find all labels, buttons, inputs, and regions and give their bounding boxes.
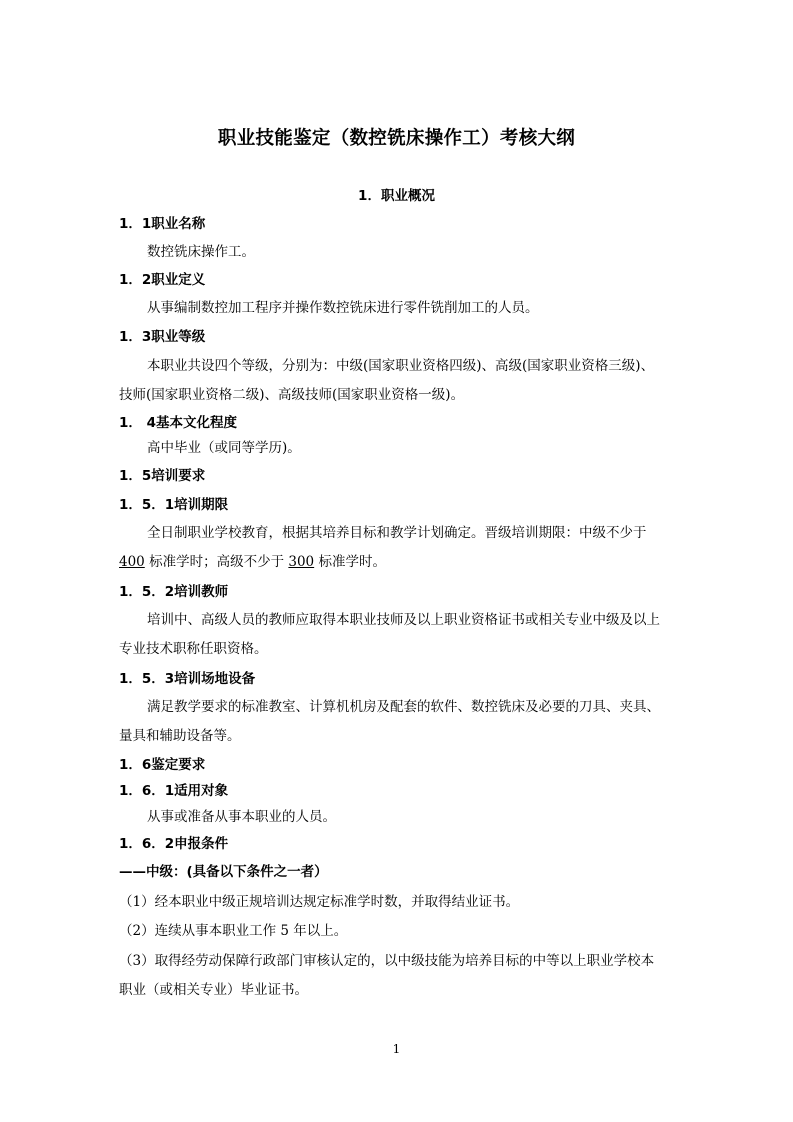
subheading: 1． 4基本文化程度 [119,415,237,431]
list-item: （3）取得经劳动保障行政部门审核认定的，以中级技能为培养目标的中等以上职业学校本 [119,953,655,969]
underlined-hours: 400 [119,554,145,570]
document-title: 职业技能鉴定（数控铣床操作工）考核大纲 [217,128,576,149]
paragraph: 本职业共设四个等级，分别为：中级(国家职业资格四级)、高级(国家职业资格三级)、 [147,358,655,374]
subheading: 1．5培训要求 [119,468,206,484]
list-item: （2）连续从事本职业工作 5 年以上。 [119,923,348,939]
subheading: 1．6．1适用对象 [119,783,229,799]
list-item-continuation: 职业（或相关专业）毕业证书。 [119,982,308,998]
paragraph: 满足教学要求的标准教室、计算机机房及配套的软件、数控铣床及必要的刀具、夹具、 [147,699,660,715]
subheading: 1．5．1培训期限 [119,497,229,513]
subheading: 1．6鉴定要求 [119,757,206,773]
list-item: （1）经本职业中级正规培训达规定标准学时数，并取得结业证书。 [119,894,520,910]
paragraph: 培训中、高级人员的教师应取得本职业技师及以上职业资格证书或相关专业中级及以上 [147,612,660,628]
paragraph-continuation: 专业技术职称任职资格。 [119,641,268,657]
subheading: 1．3职业等级 [119,329,206,345]
subheading: 1．2职业定义 [119,272,206,288]
paragraph-continuation: 技师(国家职业资格二级)、高级技师(国家职业资格一级)。 [119,387,465,403]
text-fragment: 标准学时；高级不少于 [144,554,289,570]
paragraph: 数控铣床操作工。 [147,244,255,260]
subheading: 1．6．2申报条件 [119,836,229,852]
subheading: ——中级：(具备以下条件之一者） [119,864,328,880]
paragraph-continuation: 量具和辅助设备等。 [119,728,241,744]
paragraph-continuation [119,550,386,570]
subheading: 1．5．2培训教师 [119,584,229,600]
subheading: 1．1职业名称 [119,216,206,232]
underlined-hours: 300 [288,554,315,570]
paragraph: 从事编制数控加工程序并操作数控铣床进行零件铣削加工的人员。 [147,300,539,316]
page-number: 1 [392,1042,401,1056]
paragraph: 从事或准备从事本职业的人员。 [147,809,336,825]
subheading: 1．5．3培训场地设备 [119,671,256,687]
paragraph: 全日制职业学校教育，根据其培养目标和教学计划确定。晋级培训期限：中级不少于 [147,525,647,541]
text-fragment: 标准学时。 [314,554,386,570]
section-heading: 1．职业概况 [358,188,435,204]
paragraph: 高中毕业（或同等学历)。 [147,440,301,456]
